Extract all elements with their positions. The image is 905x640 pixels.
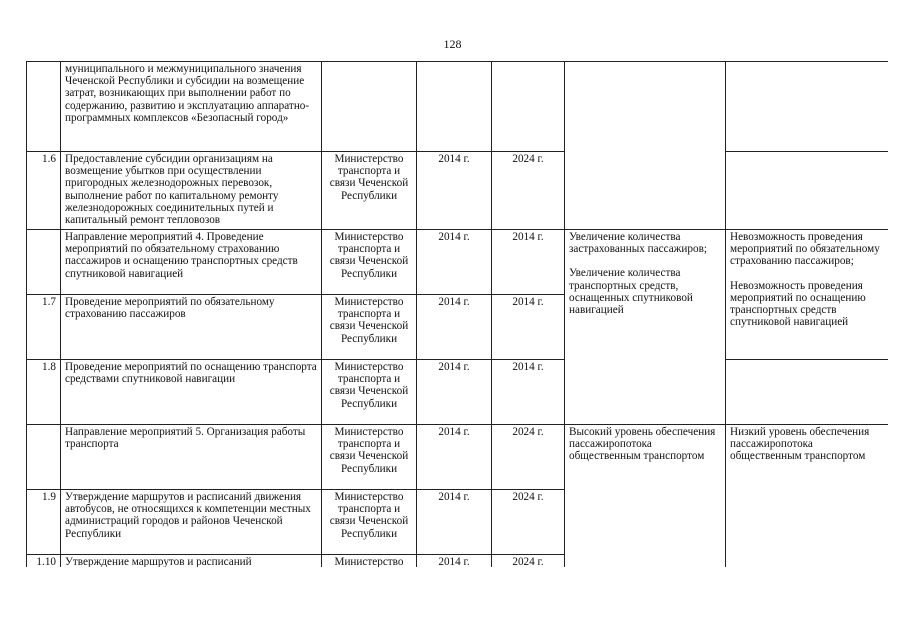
activity-name: Проведение мероприятий по оснащению транспорта средствами спутниковой навигации: [61, 360, 322, 425]
table-row: [27, 230, 889, 295]
end-year: 2014 г.: [492, 295, 565, 360]
row-number: 1.10: [27, 555, 61, 568]
row-number: [27, 230, 61, 295]
end-year: 2024 г.: [492, 425, 565, 490]
activity-name: Проведение мероприятий по обязательному страхованию пассажиров: [61, 295, 322, 360]
executor: [322, 62, 417, 152]
row-number: 1.6: [27, 152, 61, 230]
end-year: 2014 г.: [492, 230, 565, 295]
row-number: 1.7: [27, 295, 61, 360]
activity-name: Предоставление субсидии организациям на возмещение убытков при осуществлении пригородных железнодорожных перевозок, выполнение работ по капитальному ремонту железнодорожных соединительных путей и капитальный ремонт тепловозов: [61, 152, 322, 230]
start-year: 2014 г.: [417, 152, 492, 230]
executor: Министерство транспорта и связи Чеченской Республики: [322, 295, 417, 360]
risk-insurance: Невозможность проведения мероприятий по обязательному страхованию пассажиров;: [730, 231, 880, 268]
executor: Министерство транспорта и связи Чеченской Республики: [322, 230, 417, 295]
risk-cell: [726, 360, 889, 425]
executor: Министерство транспорта и связи Чеченской Республики: [322, 490, 417, 555]
start-year: [417, 62, 492, 152]
executor: Министерство транспорта и связи Чеченской Республики: [322, 152, 417, 230]
end-year: 2024 г.: [492, 152, 565, 230]
end-year: [492, 62, 565, 152]
risk-cell: [726, 62, 889, 152]
start-year: 2014 г.: [417, 360, 492, 425]
risk-group5: Низкий уровень обеспечения пассажиропотока общественным транспортом: [726, 425, 889, 568]
expected-result-group4: [565, 230, 726, 425]
start-year: 2014 г.: [417, 295, 492, 360]
table-row: [27, 62, 889, 152]
start-year: 2014 г.: [417, 555, 492, 568]
activities-table: [26, 61, 888, 567]
result-insured-passengers: Увеличение количества застрахованных пассажиров;: [569, 231, 707, 256]
executor: Министерство: [322, 555, 417, 568]
risk-navigation: Невозможность проведения мероприятий по оснащению транспортных средств спутниковой навигацией: [730, 279, 866, 329]
table-frame: [26, 61, 888, 567]
result-satellite-navigation: Увеличение количества транспортных средств, оснащенных спутниковой навигацией: [569, 267, 693, 317]
start-year: 2014 г.: [417, 490, 492, 555]
activity-name: Утверждение маршрутов и расписаний движения автобусов, не относящихся к компетенции местных администраций городов и районов Чеченской Республики: [61, 490, 322, 555]
activity-name: Утверждение маршрутов и расписаний: [61, 555, 322, 568]
expected-result: [565, 62, 726, 230]
activity-name: Направление мероприятий 5. Организация работы транспорта: [61, 425, 322, 490]
end-year: 2024 г.: [492, 555, 565, 568]
row-number: 1.9: [27, 490, 61, 555]
start-year: 2014 г.: [417, 425, 492, 490]
row-number: [27, 425, 61, 490]
table-row: [27, 425, 889, 490]
risk-group4: [726, 230, 889, 360]
start-year: 2014 г.: [417, 230, 492, 295]
table-row: [27, 152, 889, 230]
end-year: 2014 г.: [492, 360, 565, 425]
table-row: [27, 360, 889, 425]
activity-name: Направление мероприятий 4. Проведение мероприятий по обязательному страхованию пассажиров и оснащению транспортных средств спутниковой навигацией: [61, 230, 322, 295]
activity-name: муниципального и межмуниципального значения Чеченской Республики и субсидии на возмещение затрат, возникающих при выполнении работ по содержанию, развитию и эксплуатацию аппаратно-программных комплексов «Безопасный город»: [61, 62, 322, 152]
executor: Министерство транспорта и связи Чеченской Республики: [322, 425, 417, 490]
row-number: 1.8: [27, 360, 61, 425]
end-year: 2024 г.: [492, 490, 565, 555]
risk-cell: [726, 152, 889, 230]
executor: Министерство транспорта и связи Чеченской Республики: [322, 360, 417, 425]
page-number: 128: [443, 37, 462, 51]
expected-result-group5: Высокий уровень обеспечения пассажиропотока общественным транспортом: [565, 425, 726, 568]
row-number: [27, 62, 61, 152]
